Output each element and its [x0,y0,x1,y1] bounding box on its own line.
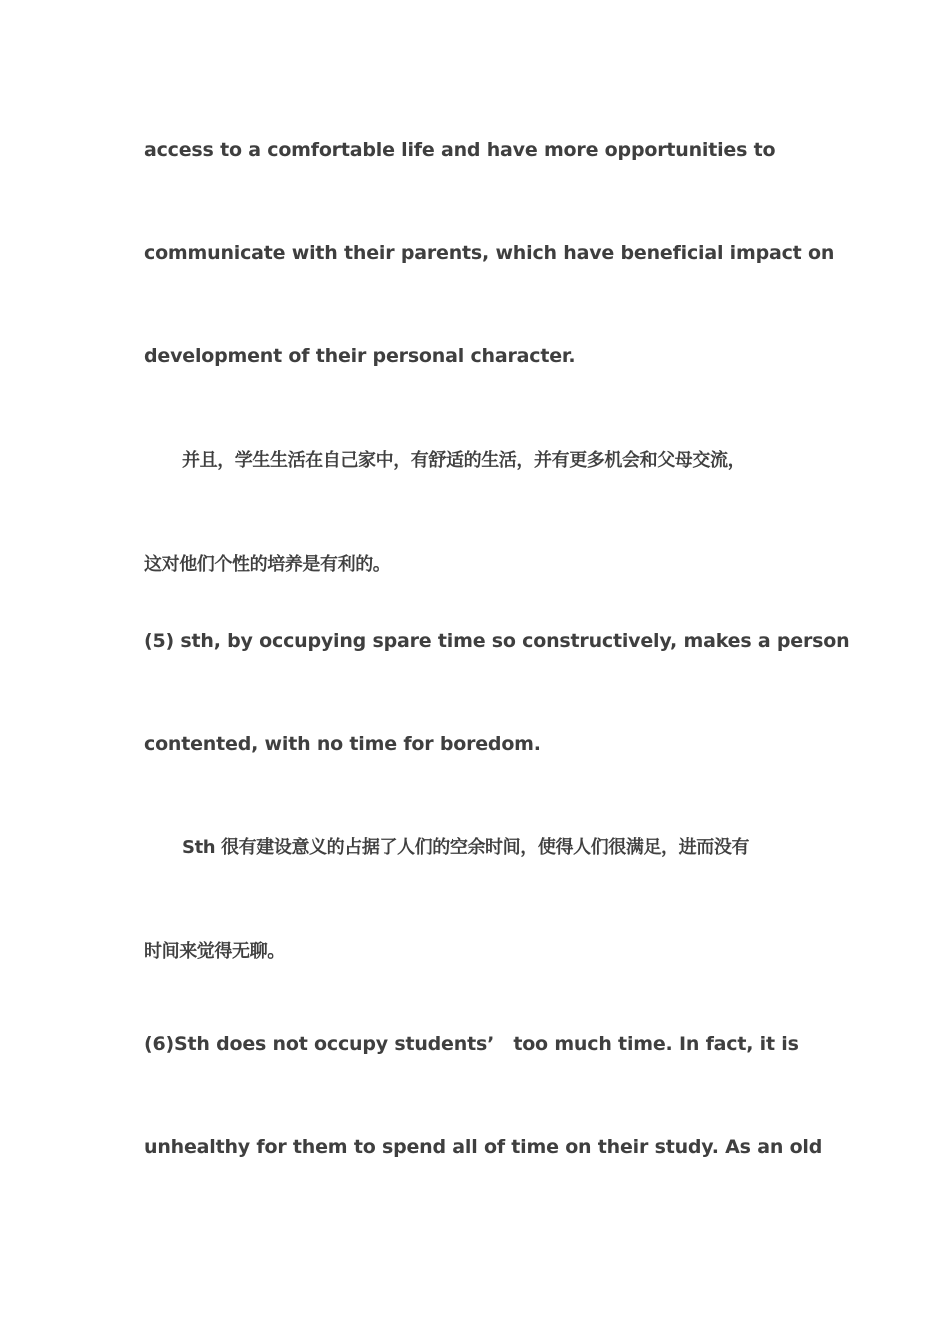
text-line: (6)Sth does not occupy students’ too much time. In fact, it is [144,1033,799,1055]
text-line: communicate with their parents, which have beneficial impact on [144,242,835,264]
text-line-chinese: 时间来觉得无聊。 [144,941,285,962]
text-line: unhealthy for them to spend all of time on their study. As an old [144,1136,823,1158]
text-line-chinese: Sth 很有建设意义的占据了人们的空余时间，使得人们很满足，进而没有 [182,837,750,858]
text-line-chinese: 并且，学生生活在自己家中，有舒适的生活，并有更多机会和父母交流， [182,450,746,471]
text-line: development of their personal character. [144,345,576,367]
text-line: access to a comfortable life and have more opportunities to [144,139,776,161]
text-line: contented, with no time for boredom. [144,733,541,755]
text-line: (5) sth, by occupying spare time so constructively, makes a person [144,630,850,652]
text-line-chinese: 这对他们个性的培养是有利的。 [144,554,391,575]
